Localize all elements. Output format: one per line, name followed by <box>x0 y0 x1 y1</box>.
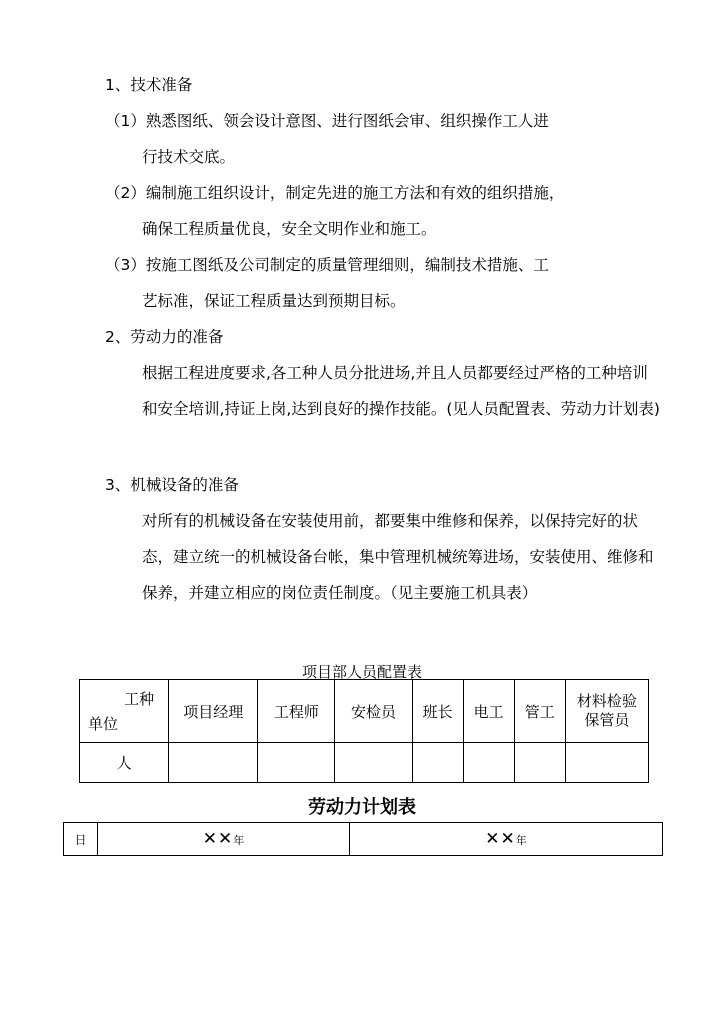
header-cell: 电工 <box>463 680 514 743</box>
data-cell <box>463 743 514 783</box>
year-cell <box>97 823 349 856</box>
labor-plan-title: 劳动力计划表 <box>308 797 416 818</box>
data-cell <box>565 743 648 783</box>
item-2-line1: （2）编制施工组织设计，制定先进的施工方法和有效的组织措施， <box>105 184 565 202</box>
day-cell: 日 <box>64 823 98 856</box>
header-line: 保管员 <box>584 711 630 729</box>
section-3-text: 对所有的机械设备在安装使用前，都要集中维修和保养，以保持完好的状态，建立统一的机械设备台帐，集中管理机械统筹进场，安装使用、维修和保养，并建立相应的岗位责任制度。（见主要施工机具表） <box>142 512 654 602</box>
data-cell <box>412 743 463 783</box>
section-3-title: 3、机械设备的准备 <box>105 476 239 494</box>
corner-label-unit: 单位 <box>88 715 119 733</box>
section-2-title: 2、劳动力的准备 <box>105 328 224 346</box>
year-suffix: 年 <box>515 834 527 847</box>
item-3-line2: 艺标准，保证工程质量达到预期目标。 <box>142 292 406 310</box>
row-label-cell: 人 <box>80 743 169 783</box>
corner-label-trade: 工种 <box>124 690 155 708</box>
data-cell <box>514 743 565 783</box>
header-cell: 班长 <box>412 680 463 743</box>
redacted-mark: ✕✕ <box>202 829 234 849</box>
section-1-title: 1、技术准备 <box>105 76 193 94</box>
staff-config-table <box>79 679 649 783</box>
staff-table-title: 项目部人员配置表 <box>301 663 422 681</box>
data-cell <box>169 743 258 783</box>
header-cell: 工程师 <box>258 680 335 743</box>
header-line: 材料检验 <box>576 692 637 710</box>
data-cell <box>335 743 412 783</box>
item-3-line1: （3）按施工图纸及公司制定的质量管理细则，编制技术措施、工 <box>105 256 549 274</box>
section-2-text: 根据工程进度要求,各工种人员分批进场,并且人员都要经过严格的工种培训和安全培训,持证上岗,达到良好的操作技能。(见人员配置表、劳动力计划表) <box>142 364 660 418</box>
year-cell <box>350 823 663 856</box>
header-cell-material-inspector <box>565 680 648 743</box>
header-corner-cell <box>80 680 169 743</box>
data-cell <box>258 743 335 783</box>
header-cell: 安检员 <box>335 680 412 743</box>
header-cell: 项目经理 <box>169 680 258 743</box>
item-1-line2: 行技术交底。 <box>142 148 236 166</box>
labor-plan-table <box>63 822 663 856</box>
item-1-line1: （1）熟悉图纸、领会设计意图、进行图纸会审、组织操作工人进 <box>105 112 549 130</box>
year-suffix: 年 <box>233 834 245 847</box>
redacted-mark: ✕✕ <box>485 829 516 849</box>
item-2-line2: 确保工程质量优良，安全文明作业和施工。 <box>142 220 437 238</box>
header-cell: 管工 <box>514 680 565 743</box>
